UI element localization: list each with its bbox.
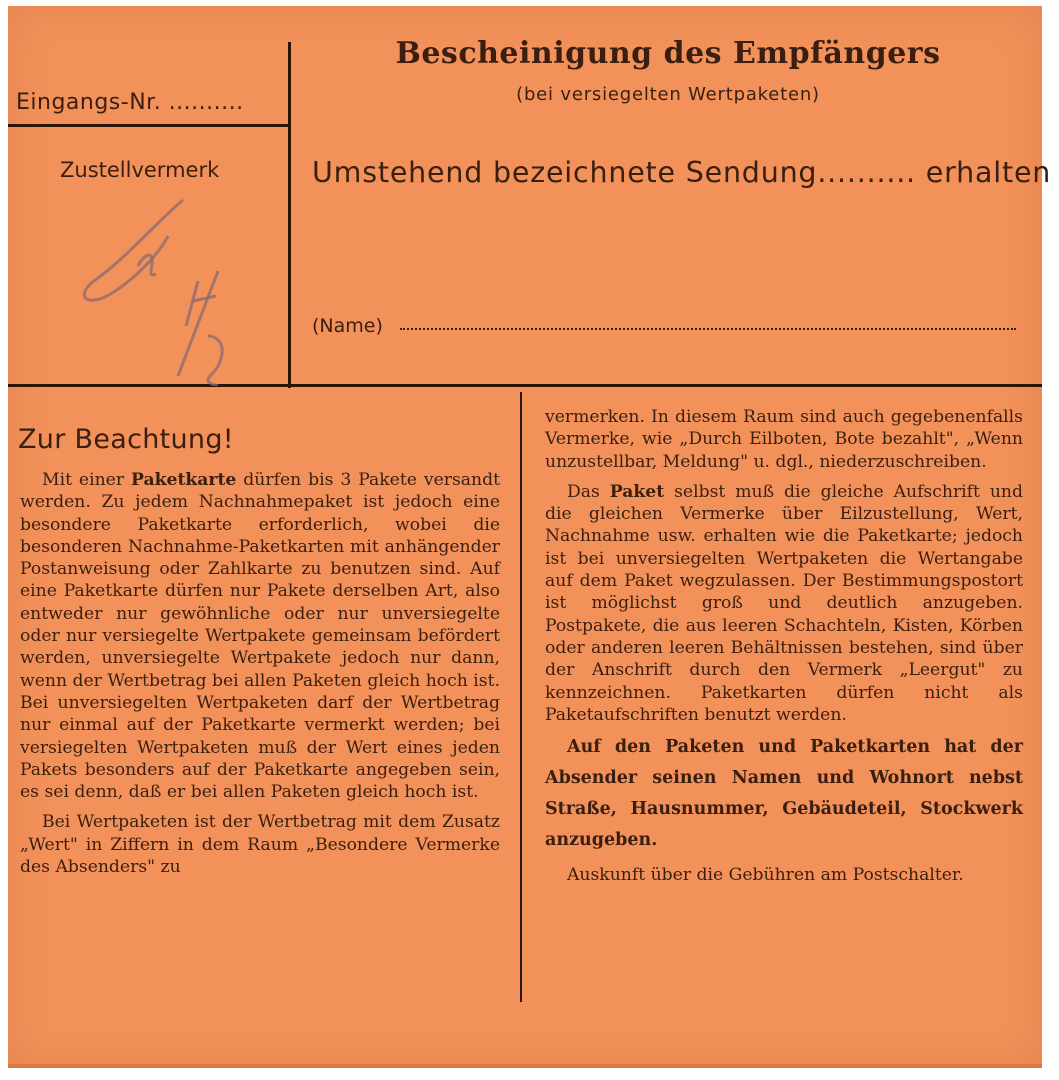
notice-paragraph-4 (545, 481, 1023, 726)
notice-paragraph-3: vermerken. In diesem Raum sind auch gegebenenfalls Vermerke, wie „Durch Eilboten, Bote bezahlt", „Wenn unzustellbar, Meldung" u. dgl., niederzuschreiben. (545, 407, 1023, 472)
eingang-underline (8, 124, 288, 127)
eingangs-nr-label: Eingangs-Nr. .......... (16, 90, 244, 115)
notice-right-column (545, 406, 1023, 886)
notice-heading: Zur Beachtung! (18, 424, 234, 455)
handwritten-initials (68, 186, 268, 386)
parcel-card (8, 6, 1052, 1068)
notice-paragraph-2: Bei Wertpaketen ist der Wertbetrag mit dem Zusatz „Wert" in Ziffern in dem Raum „Besondere Vermerke des Absenders" zu (20, 812, 500, 878)
notice-text: selbst muß die gleiche Aufschrift und die gleichen Vermerke über Eilzustellung, Wert, Nachnahme usw. erhalten wie die Paketkarte; jedoch ist bei unversiegelten Wertpaketen die Wertangabe auf dem Paket wegzulassen. Der Bestimmungspostort ist möglichst groß und deutlich anzugeben. Postpakete, die aus leeren Schachteln, Kisten, Körben oder anderen leeren Behältnissen bestehen, sind über der Anschrift durch den Vermerk „Leergut" zu kennzeichnen. Paketkarten dürfen nicht als Paketaufschriften benutzt werden. (545, 481, 1023, 725)
name-field-dots (400, 328, 1016, 330)
notice-text: dürfen bis 3 Pakete versandt werden. Zu jedem Nachnahmepaket ist jedoch eine besondere Paketkarte erforderlich, wobei die besonderen Nachnahme-Paketkarten mit anhängender Postanweisung oder Zahlkarte zu benutzen sind. Auf eine Paketkarte dürfen nur Pakete derselben Art, also entweder nur gewöhnliche oder nur unversiegelte oder nur versiegelte Wertpakete gemeinsam befördert werden, unversiegelte Wertpakete jedoch nur dann, wenn der Wertbetrag bei allen Paketen gleich hoch ist. Bei unversiegelten Wertpaketen darf der Wertbetrag nur einmal auf der Paketkarte vermerkt werden; bei versiegelten Wertpaketen muß der Wert eines jeden Pakets besonders auf der Paketkarte angegeben sein, es sei denn, daß er bei allen Paketen gleich hoch ist. (20, 470, 501, 803)
name-label: (Name) (312, 315, 383, 337)
header-divider-vertical (288, 42, 291, 388)
received-line: Umstehend bezeichnete Sendung.......... erhalten (312, 156, 1052, 189)
recipient-certificate-title: Bescheinigung des Empfängers (395, 36, 941, 71)
zustellvermerk-label: Zustellvermerk (60, 158, 220, 182)
notice-left-column (20, 469, 500, 878)
notice-text-bold: Paketkarte (131, 470, 237, 490)
notice-text: Das (567, 481, 610, 502)
notice-paragraph-1 (20, 469, 500, 803)
notice-text: Mit einer (42, 470, 131, 490)
notice-text-bold: Paket (609, 481, 665, 502)
recipient-certificate-subtitle: (bei versiegelten Wertpaketen) (516, 84, 820, 105)
column-divider (520, 392, 522, 1002)
sender-address-note: Auf den Paketen und Paketkarten hat der Absender seinen Namen und Wohnort nebst Straße, Hausnummer, Gebäudeteil, Stockwerk anzugeben. (545, 737, 1023, 851)
notice-paragraph-5: Auskunft über die Gebühren am Postschalter. (567, 865, 964, 886)
